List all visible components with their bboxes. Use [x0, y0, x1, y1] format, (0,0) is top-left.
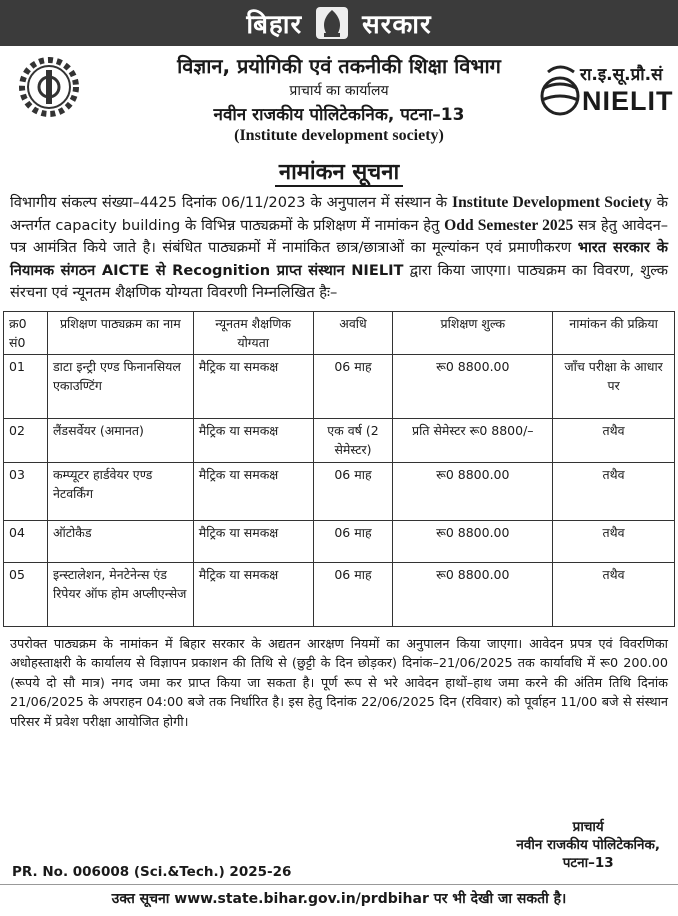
office-title: प्राचार्य का कार्यालय — [289, 83, 389, 99]
cell-fee: प्रति सेमेस्टर रू0 8800/– — [393, 418, 553, 462]
cell-fee: रू0 8800.00 — [393, 462, 553, 520]
table-row — [4, 462, 675, 520]
cell-qualification: मैट्रिक या समकक्ष — [193, 520, 313, 562]
cell-course: इन्स्टालेशन, मेनटेनेन्स एंड रिपेयर ऑफ होम अप्लीएन्सेज — [47, 562, 193, 626]
table-row — [4, 562, 675, 626]
table-row — [4, 354, 675, 418]
banner-left-text: बिहार — [246, 10, 303, 40]
cell-duration: 06 माह — [313, 354, 393, 418]
header-qualification: न्यूनतम शैक्षणिक योग्यता — [193, 311, 313, 354]
society-title: (Institute development society) — [234, 127, 444, 144]
cell-qualification: मैट्रिक या समकक्ष — [193, 354, 313, 418]
cell-course: कम्प्यूटर हार्डवेयर एण्ड नेटवर्किंग — [47, 462, 193, 520]
signatory-line-1: नवीन राजकीय पोलिटेकनिक, — [516, 837, 660, 853]
para-text-3: सत्र हेतु आवेदन–पत्र आमंत्रित किये जाते है। संबंधित पाठ्यक्रमों में नामांकित छात्र/छात्राओं का मूल्यांकन एवं प्रमाणीकरण — [10, 216, 668, 256]
gear-logo-icon — [18, 56, 80, 118]
table-row — [4, 418, 675, 462]
cell-fee: रू0 8800.00 — [393, 520, 553, 562]
cell-duration: 06 माह — [313, 462, 393, 520]
cell-duration: 06 माह — [313, 562, 393, 626]
nielit-english-text: NIELIT — [582, 86, 674, 116]
cell-process: तथैव — [553, 562, 675, 626]
cell-sn: 02 — [4, 418, 48, 462]
cell-qualification: मैट्रिक या समकक्ष — [193, 462, 313, 520]
cell-qualification: मैट्रिक या समकक्ष — [193, 562, 313, 626]
cell-course: लैंडसर्वेयर (अमानत) — [47, 418, 193, 462]
signature-block — [516, 818, 660, 872]
signatory-title: प्राचार्य — [572, 819, 604, 835]
nielit-hindi-text: रा.इ.सू.प्रौ.सं — [580, 65, 663, 85]
cell-process: तथैव — [553, 462, 675, 520]
table-header-row — [4, 311, 675, 354]
cell-sn: 04 — [4, 520, 48, 562]
department-title: विज्ञान, प्रयोगिकी एवं तकनीकी शिक्षा विभाग — [177, 54, 501, 78]
notice-title-text: नामांकन सूचना — [275, 160, 403, 187]
footer-note: उक्त सूचना www.state.bihar.gov.in/prdbihar पर भी देखी जा सकती है। — [0, 884, 678, 908]
cell-duration: 06 माह — [313, 520, 393, 562]
institute-title: नवीन राजकीय पोलिटेकनिक, पटना–13 — [213, 105, 465, 125]
para-text-1: विभागीय संकल्प संख्या–4425 दिनांक 06/11/2023 के अनुपालन में संस्थान के — [10, 194, 453, 211]
cell-qualification: मैट्रिक या समकक्ष — [193, 418, 313, 462]
notice-title — [0, 156, 678, 186]
cell-fee: रू0 8800.00 — [393, 354, 553, 418]
cell-process: तथैव — [553, 418, 675, 462]
cell-course: डाटा इन्ट्री एण्ड फिनानसियल एकाउण्टिंग — [47, 354, 193, 418]
course-table — [3, 311, 675, 627]
table-row — [4, 520, 675, 562]
header-process: नामांकन की प्रक्रिया — [553, 311, 675, 354]
para-text-2: के अन्तर्गत capacity building के विभिन्न पाठ्यक्रमों के प्रशिक्षण में नामांकन हेतु — [10, 194, 668, 234]
para-bold-2: Odd Semester 2025 — [444, 216, 574, 234]
cell-sn: 01 — [4, 354, 48, 418]
header-sn: क्र0 सं0 — [4, 311, 48, 354]
banner-right-text: सरकार — [362, 10, 432, 40]
para-bold-3: भारत सरकार के नियामक संगठन AICTE से Recognition प्राप्त संस्थान NIELIT — [10, 239, 668, 279]
header-duration: अवधि — [313, 311, 393, 354]
notice-paragraph — [10, 192, 668, 305]
cell-fee: रू0 8800.00 — [393, 562, 553, 626]
nielit-logo — [536, 54, 674, 134]
bihar-emblem-icon — [314, 5, 350, 41]
cell-course: ऑटोकैड — [47, 520, 193, 562]
para-bold-1: Institute Development Society — [452, 194, 652, 211]
cell-sn: 05 — [4, 562, 48, 626]
header-fee: प्रशिक्षण शुल्क — [393, 311, 553, 354]
pr-number: PR. No. 006008 (Sci.&Tech.) 2025-26 — [12, 864, 292, 880]
para-text-4: द्वारा किया जाएगा। पाठ्यक्रम का विवरण, शुल्क संरचना एवं न्यूनतम शैक्षणिक योग्यता विवरणी निम्नलिखित हैः– — [10, 261, 669, 301]
government-banner — [0, 0, 678, 46]
header-course: प्रशिक्षण पाठ्यक्रम का नाम — [47, 311, 193, 354]
cell-duration: एक वर्ष (2 सेमेस्टर) — [313, 418, 393, 462]
instructions-paragraph: उपरोक्त पाठ्यक्रम के नामांकन में बिहार सरकार के अद्यतन आरक्षण नियमों का अनुपालन किया जाएगा। आवेदन प्रपत्र एवं विवरणिका अधोहस्ताक्षरी के कार्यालय से विज्ञापन प्रकाशन की तिथि से (छुट्टी के दिन छोड़कर) दिनांक–21/06/2025 तक कार्यावधि में रू0 200.00 (रूपये दो सौ मात्र) नगद जमा कर प्राप्त किया जा सकता है। पूर्ण रूप से भरे आवेदन हाथों–हाथ जमा करने की अंतिम तिथि दिनांक 21/06/2025 के अपराहन 04:00 बजे तक निर्धारित है। इस हेतु दिनांक 22/06/2025 दिन (रविवार) को पूर्वाहन 11/00 बजे से संस्थान परिसर में प्रवेश परीक्षा आयोजित होगी। — [10, 636, 668, 730]
letterhead — [0, 46, 678, 158]
cell-process: तथैव — [553, 520, 675, 562]
globe-icon — [536, 58, 580, 128]
signatory-line-2: पटना–13 — [562, 855, 614, 871]
cell-process: जाँच परीक्षा के आधार पर — [553, 354, 675, 418]
cell-sn: 03 — [4, 462, 48, 520]
